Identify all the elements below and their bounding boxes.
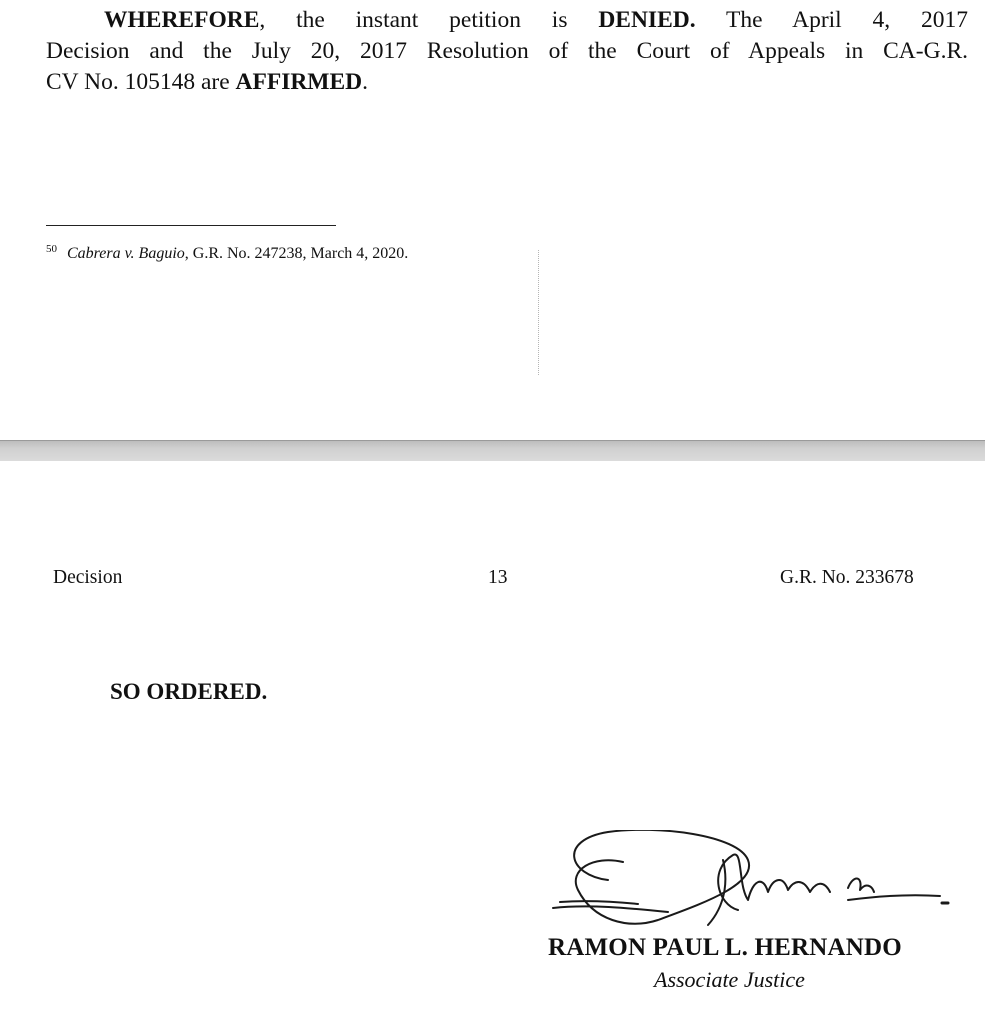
affirmed-word: AFFIRMED (235, 69, 363, 95)
signatory-name: RAMON PAUL L. HERNANDO (548, 934, 902, 961)
handwritten-signature (548, 830, 958, 930)
page-separator (0, 440, 985, 462)
paragraph-line-1: WHEREFORE, the instant petition is DENIED. The April 4, 2017 (104, 7, 969, 33)
signatory-title: Associate Justice (654, 967, 805, 992)
paragraph-line-3: CV No. 105148 are AFFIRMED. (46, 69, 369, 95)
footnote-number: 50 (46, 243, 57, 255)
so-ordered-text: SO ORDERED. (110, 679, 268, 704)
dispositive-paragraph (46, 5, 968, 98)
wherefore-word: WHEREFORE (104, 7, 260, 33)
scan-artifact-dots (538, 250, 540, 375)
denied-word: DENIED. (598, 7, 696, 33)
footnote-case-name: Cabrera v. Baguio (67, 245, 185, 262)
header-document-type: Decision (53, 567, 123, 588)
footnote-separator-rule (46, 225, 336, 226)
footnote-citation: , G.R. No. 247238, March 4, 2020. (184, 245, 409, 262)
paragraph-line-2: Decision and the July 20, 2017 Resolution of the Court of Appeals in CA-G.R. (46, 38, 968, 64)
header-case-number: G.R. No. 233678 (780, 567, 914, 588)
footnote-50 (46, 238, 408, 265)
document-page-lower (0, 461, 985, 1016)
header-page-number: 13 (488, 567, 508, 588)
document-page-upper (0, 0, 985, 440)
